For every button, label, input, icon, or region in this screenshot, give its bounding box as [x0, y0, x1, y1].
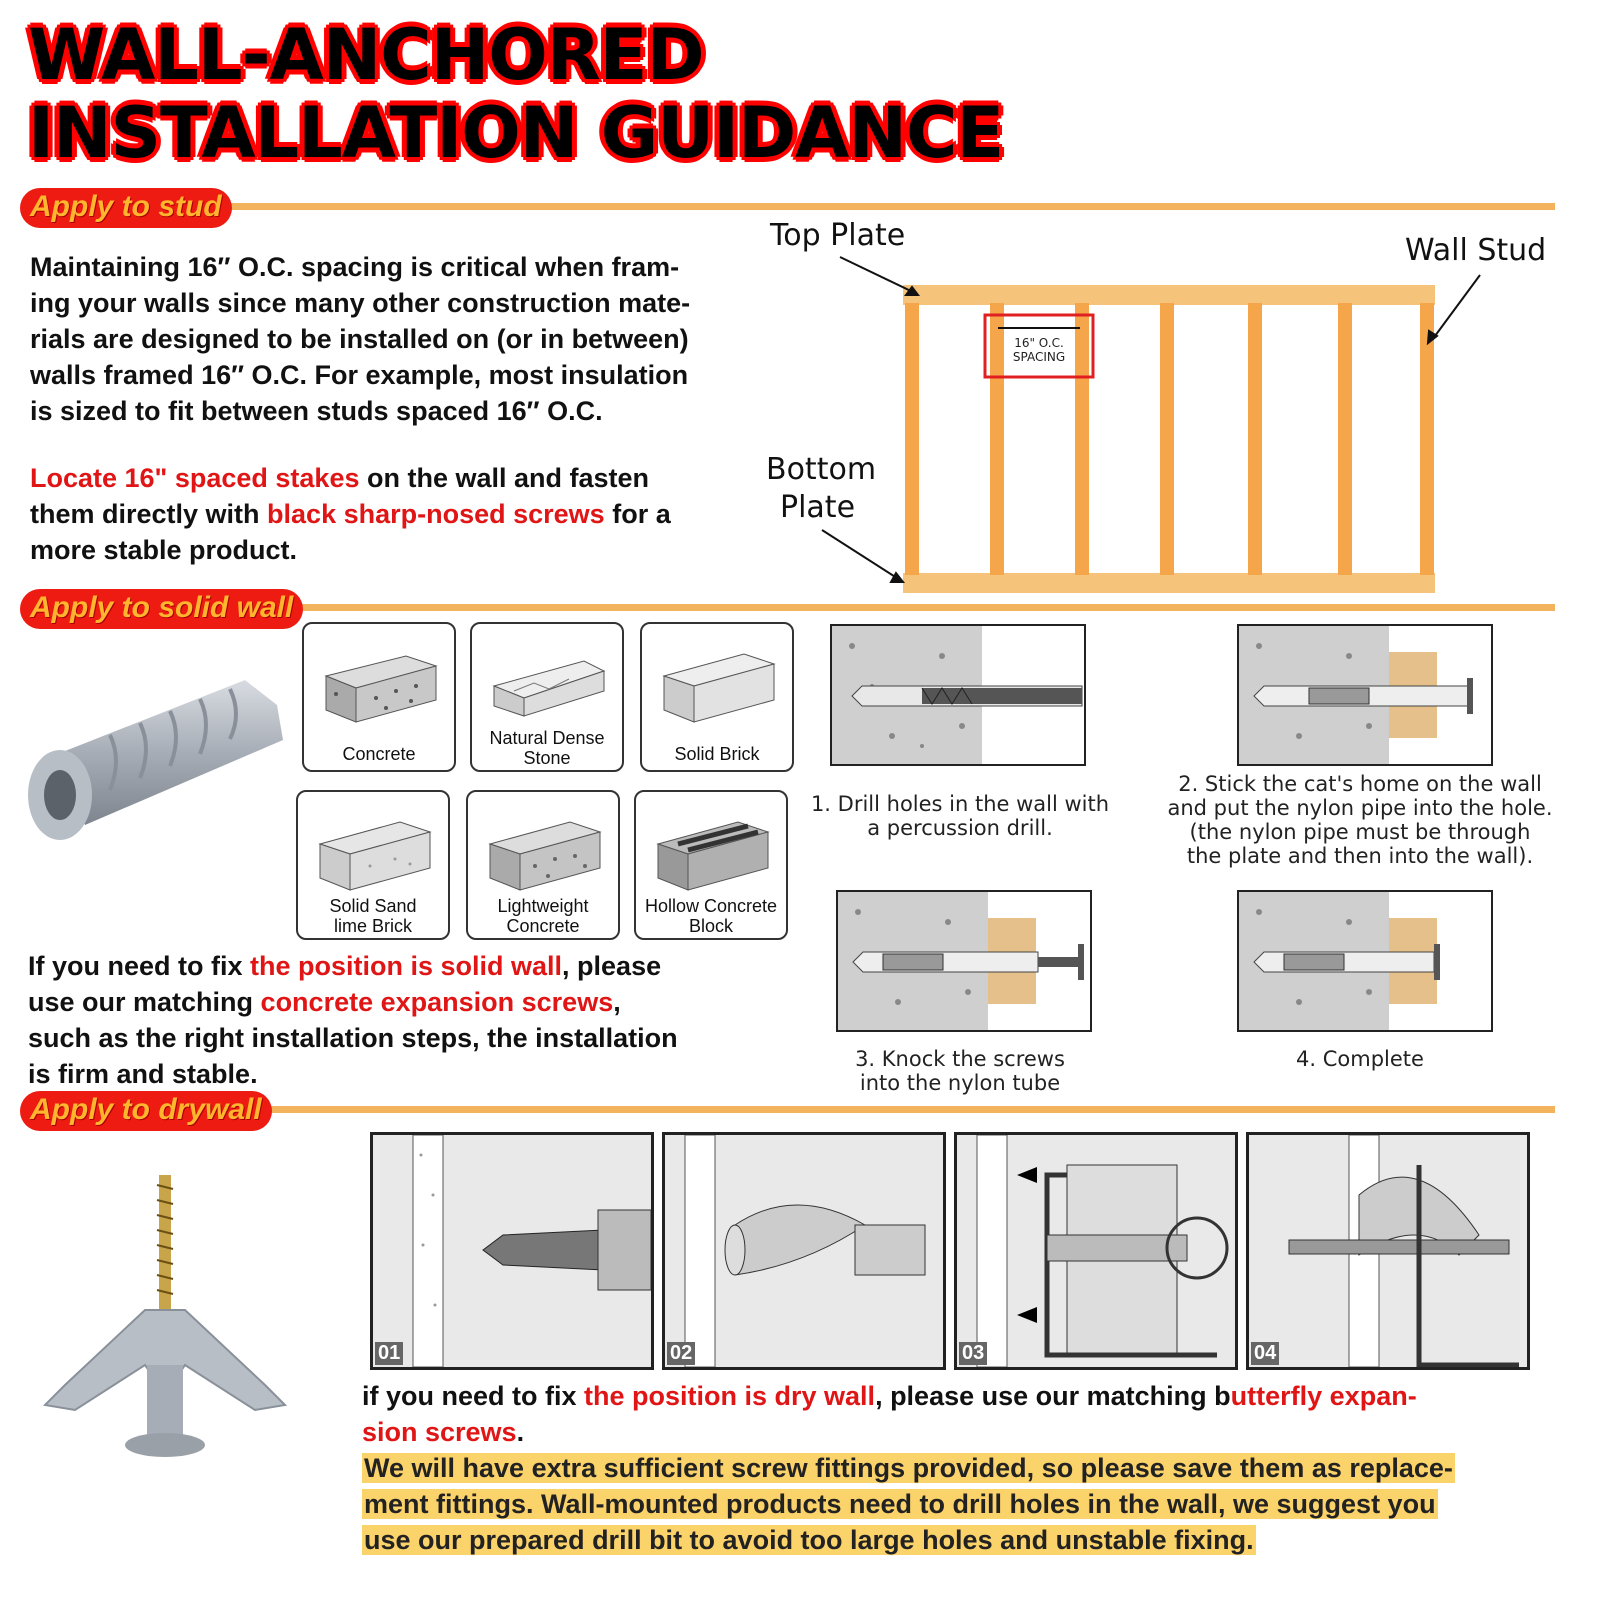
caption-line: 2. Stick the cat's home on the wall	[1178, 772, 1542, 796]
stud-para1-line: Maintaining 16″ O.C. spacing is critical when fram-	[30, 252, 680, 282]
stud-highlight-screws: black sharp-nosed screws	[267, 499, 605, 529]
stud-paragraph-2	[30, 460, 750, 568]
material-label-line-2: Block	[688, 916, 733, 936]
stud-para2-text: for a	[604, 499, 671, 529]
spacing-text-1: 16" O.C.	[1014, 336, 1064, 350]
material-label-line-1: Lightweight	[497, 896, 589, 916]
solid-highlight-position: the position is solid wall	[250, 951, 563, 981]
stud-paragraph-1	[30, 249, 750, 429]
caption-line: 1. Drill holes in the wall with	[810, 792, 1110, 816]
stud-highlight-locate: Locate 16" spaced stakes	[30, 463, 360, 493]
material-label-line-2: Stone	[523, 748, 571, 768]
solid-step-2-image	[1237, 624, 1493, 766]
panel-number: 02	[667, 1342, 695, 1365]
material-solid-brick	[640, 622, 794, 772]
bottom-plate-label-1: Bottom	[766, 452, 877, 487]
solid-para-text: ,	[613, 987, 621, 1017]
stud-para1-line: walls framed 16″ O.C. For example, most insulation	[30, 360, 689, 390]
solid-para-text: If you need to fix	[28, 951, 251, 981]
solid-para-text: is firm and stable.	[28, 1059, 258, 1089]
solid-para-text: , please	[562, 951, 662, 981]
note-line: We will have extra sufficient screw fittings provided, so please save them as replace-	[364, 1453, 1453, 1483]
material-label	[298, 896, 448, 936]
caption-line: a percussion drill.	[867, 816, 1053, 840]
butterfly-anchor-image	[35, 1165, 295, 1465]
note-line: use our prepared drill bit to avoid too large holes and unstable fixing.	[364, 1525, 1254, 1555]
material-label-line-1: Natural Dense	[489, 728, 605, 748]
drywall-step-4-panel	[1246, 1132, 1530, 1370]
bottom-plate-shape	[903, 573, 1435, 593]
top-plate-label: Top Plate	[770, 218, 906, 253]
solid-para-text: use our matching	[28, 987, 261, 1017]
material-label	[636, 896, 786, 936]
drywall-highlight-position: the position is dry wall	[584, 1381, 876, 1411]
top-plate-shape	[903, 285, 1435, 305]
drywall-para-text: .	[516, 1417, 525, 1447]
solid-step-3-image	[836, 890, 1092, 1032]
stud-para2-text: more stable product.	[30, 535, 298, 565]
material-solid-sand-lime-brick	[296, 790, 450, 940]
solid-step-4-caption	[1200, 1047, 1520, 1071]
solid-step-1-caption	[800, 792, 1120, 840]
drywall-section-label: Apply to drywall	[20, 1091, 272, 1131]
caption-line: (the nylon pipe must be through	[1189, 820, 1531, 844]
panel-number: 01	[375, 1342, 403, 1365]
stud-para1-line: is sized to fit between studs spaced 16″ O.C.	[30, 396, 603, 426]
material-label	[468, 896, 618, 936]
stud-section-label: Apply to stud	[20, 188, 232, 228]
stud-section-divider	[210, 203, 1555, 210]
material-natural-dense-stone	[470, 622, 624, 772]
stud-para2-text: on the wall and fasten	[359, 463, 650, 493]
solid-section-divider	[295, 604, 1555, 611]
drywall-highlight-screws: sion screws	[362, 1417, 517, 1447]
stud-para1-line: ing your walls since many other construction mate-	[30, 288, 691, 318]
caption-line: 3. Knock the screws	[855, 1047, 1065, 1071]
stud-para2-text: them directly with	[30, 499, 268, 529]
material-concrete	[302, 622, 456, 772]
solid-section-label: Apply to solid wall	[20, 589, 303, 629]
panel-number: 04	[1251, 1342, 1279, 1365]
solid-step-1-image	[830, 624, 1086, 766]
solid-step-4-image	[1237, 890, 1493, 1032]
material-label-line-1: Hollow Concrete	[644, 896, 778, 916]
caption-line: 4. Complete	[1296, 1047, 1424, 1071]
caption-line: and put the nylon pipe into the hole.	[1167, 796, 1553, 820]
drywall-highlight-screws: utterfly expan-	[1230, 1381, 1417, 1411]
bottom-plate-label-2: Plate	[780, 490, 856, 525]
note-line: ment fittings. Wall-mounted products need to drill holes in the wall, we suggest you	[364, 1489, 1436, 1519]
drywall-step-2-panel	[662, 1132, 946, 1370]
caption-line: the plate and then into the wall).	[1186, 844, 1534, 868]
material-label-line-2: lime Brick	[333, 916, 412, 936]
drywall-step-3-panel	[954, 1132, 1238, 1370]
drywall-paragraph	[362, 1378, 1562, 1450]
spacing-text-2: SPACING	[1012, 350, 1066, 364]
panel-number: 03	[959, 1342, 987, 1365]
drywall-para-text: , please use our matching b	[875, 1381, 1231, 1411]
material-label	[472, 728, 622, 768]
drywall-section-divider	[260, 1106, 1555, 1113]
solid-paragraph	[28, 948, 768, 1092]
material-label: Solid Brick	[674, 744, 760, 764]
wall-stud-label: Wall Stud	[1405, 233, 1547, 268]
solid-para-text: such as the right installation steps, the installation	[28, 1023, 678, 1053]
material-label-line-1: Solid Sand	[329, 896, 417, 916]
solid-highlight-screws: concrete expansion screws	[260, 987, 614, 1017]
caption-line: into the nylon tube	[859, 1071, 1061, 1095]
expansion-anchor-image	[15, 665, 300, 865]
drywall-step-1-panel	[370, 1132, 654, 1370]
material-lightweight-concrete	[466, 790, 620, 940]
solid-step-2-caption	[1160, 772, 1560, 868]
drywall-para-text: if you need to fix	[362, 1381, 585, 1411]
stud-frame-diagram	[760, 215, 1560, 600]
drywall-note	[362, 1450, 1562, 1558]
material-label-line-2: Concrete	[506, 916, 580, 936]
stud-para1-line: rials are designed to be installed on (or in between)	[30, 324, 689, 354]
material-hollow-concrete-block	[634, 790, 788, 940]
title-line-1: WALL-ANCHORED	[28, 14, 704, 96]
title-line-2: INSTALLATION GUIDANCE	[28, 92, 1004, 174]
material-label: Concrete	[342, 744, 416, 764]
solid-step-3-caption	[800, 1047, 1120, 1095]
